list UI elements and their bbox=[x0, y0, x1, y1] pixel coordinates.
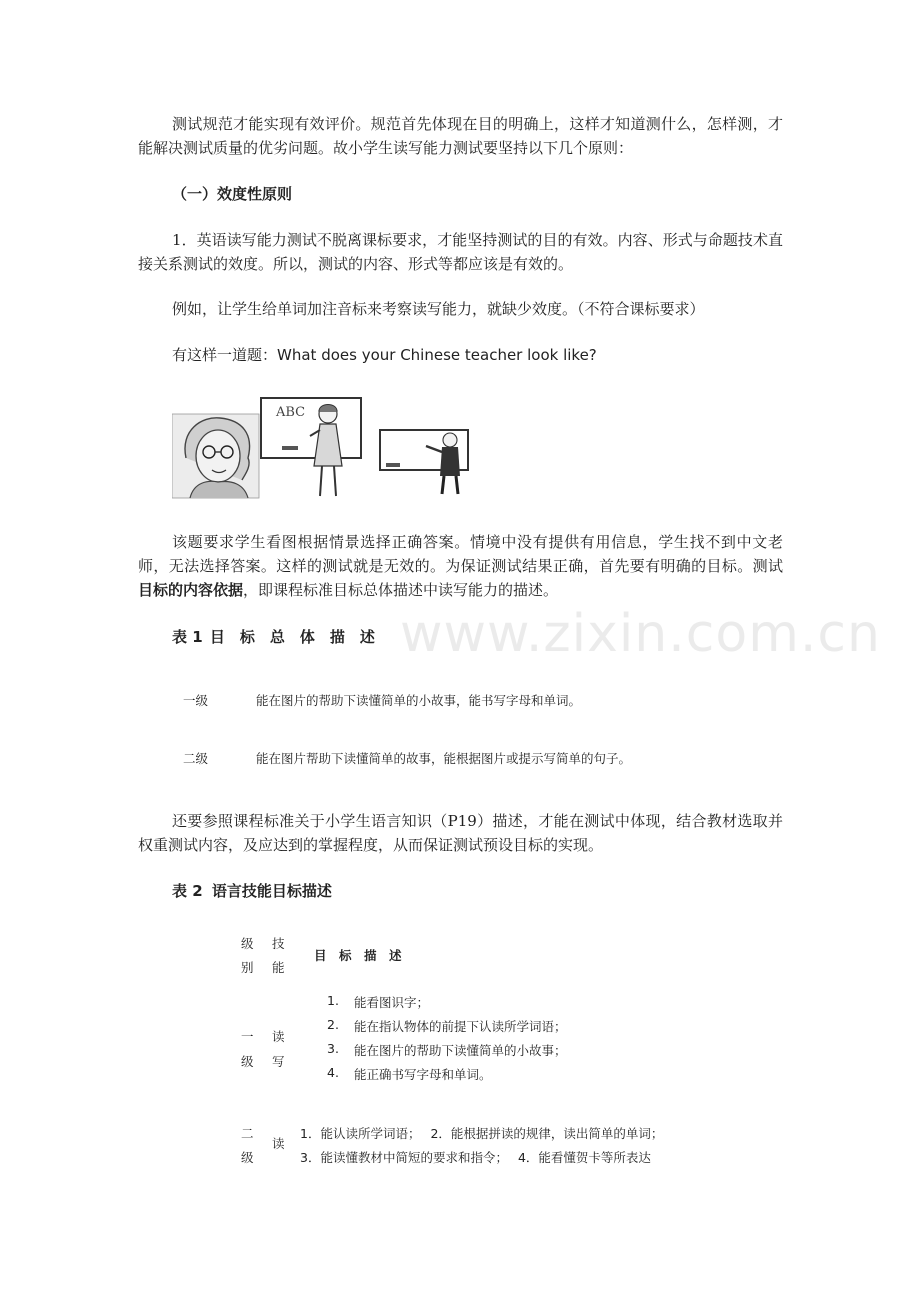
table1-heading: 目 标 总 体 描 述 bbox=[209, 628, 375, 646]
t2-row1-item2-num: 2. bbox=[327, 1017, 339, 1032]
t2-row1-level-top: 一 bbox=[241, 1029, 254, 1044]
table1-row1-level: 一级 bbox=[183, 693, 209, 708]
teacher-illustration-svg bbox=[172, 390, 472, 502]
t2-row2-level-top: 二 bbox=[241, 1126, 254, 1141]
glasses-teacher-portrait bbox=[172, 414, 259, 498]
t2-row1-item3-text: 能在图片的帮助下读懂简单的小故事； bbox=[354, 1043, 567, 1058]
intro-paragraph: 测试规范才能实现有效评价。规范首先体现在目的明确上，这样才知道测什么，怎样测，才能解决测试质量的优劣问题。故小学生读写能力测试要坚持以下几个原则： bbox=[138, 115, 783, 157]
table2-heading: 语言技能目标描述 bbox=[211, 882, 332, 900]
analysis-paragraph bbox=[138, 530, 783, 602]
t2-header-goal: 目 标 描 述 bbox=[314, 948, 402, 963]
t2-row2-num-2: 2． bbox=[430, 1126, 451, 1141]
t2-row1-skill-bottom: 写 bbox=[272, 1054, 285, 1069]
analysis-text-part1: 该题要求学生看图根据情景选择正确答案。情境中没有提供有用信息，学生找不到中文老师，无法选择答案。这样的测试就是无效的。为保证测试结果正确，首先要有明确的目标。测试 bbox=[138, 533, 783, 575]
t2-row1-item4-text: 能正确书写字母和单词。 bbox=[354, 1067, 492, 1082]
t2-row1-level-bottom: 级 bbox=[241, 1054, 254, 1069]
t2-row2-line1 bbox=[300, 1124, 663, 1142]
table1-row1-desc: 能在图片的帮助下读懂简单的小故事，能书写字母和单词。 bbox=[256, 693, 582, 708]
t2-row2-num-3: 3． bbox=[300, 1150, 321, 1165]
example-line: 例如，让学生给单词加注音标来考察读写能力，就缺少效度。（不符合课标要求） bbox=[172, 300, 705, 318]
teacher-illustration bbox=[172, 390, 472, 502]
table1-title bbox=[172, 625, 375, 649]
t2-row2-skill: 读 bbox=[272, 1136, 285, 1151]
question-prefix: 有这样一道题： bbox=[172, 346, 278, 364]
table1-number: 1 bbox=[192, 628, 203, 646]
abc-chalkboard bbox=[261, 398, 361, 458]
analysis-bold-text: 目标的内容依据 bbox=[138, 581, 244, 599]
reference-paragraph: 还要参照课程标准关于小学生语言知识（P19）描述，才能在测试中体现，结合教材选取并权重测试内容，及应达到的掌握程度，从而保证测试预设目标的实现。 bbox=[138, 812, 783, 854]
point-1-paragraph: 1．英语读写能力测试不脱离课标要求，才能坚持测试的目的有效。内容、形式与命题技术直接关系测试的效度。所以，测试的内容、形式等都应该是有效的。 bbox=[138, 231, 783, 273]
t2-row1-item1-num: 1. bbox=[327, 993, 339, 1008]
t2-row2-num-4: 4． bbox=[517, 1150, 539, 1165]
section-heading-validity: （一）效度性原则 bbox=[172, 185, 293, 203]
t2-row2-level-bottom: 级 bbox=[241, 1150, 254, 1165]
t2-header-skill-top: 技 bbox=[272, 936, 285, 951]
t2-row1-item4-num: 4. bbox=[327, 1065, 339, 1080]
watermark: www.zixin.com.cn bbox=[400, 604, 881, 664]
table1-row2-desc: 能在图片帮助下读懂简单的故事，能根据图片或提示写简单的句子。 bbox=[256, 751, 632, 766]
question-english: What does your Chinese teacher look like? bbox=[277, 346, 597, 364]
t2-header-skill-bottom: 能 bbox=[272, 960, 285, 975]
t2-row2-num-1: 1． bbox=[300, 1126, 321, 1141]
t2-row1-item1-text: 能看图识字； bbox=[354, 995, 430, 1010]
t2-header-level-top: 级 bbox=[241, 936, 254, 951]
t2-row1-skill-top: 读 bbox=[272, 1029, 285, 1044]
t2-row1-item3-num: 3. bbox=[327, 1041, 339, 1056]
table2-label: 表 bbox=[172, 882, 188, 900]
table1-label: 表 bbox=[172, 628, 188, 646]
question-line bbox=[172, 343, 597, 367]
table1-row2-level: 二级 bbox=[183, 751, 209, 766]
t2-row1-item2-text: 能在指认物体的前提下认读所学词语； bbox=[354, 1019, 567, 1034]
analysis-text-part2: ，即课程标准目标总体描述中读写能力的描述。 bbox=[243, 581, 559, 599]
table2-number: 2 bbox=[192, 882, 203, 900]
t2-header-level-bottom: 别 bbox=[241, 960, 254, 975]
t2-row2-text-1: 能认读所学词语； bbox=[320, 1126, 421, 1141]
board-text: ABC bbox=[276, 405, 306, 420]
table2-title bbox=[172, 879, 332, 903]
t2-row2-text-3: 能读懂教材中简短的要求和指令； bbox=[320, 1150, 508, 1165]
t2-row2-line2 bbox=[300, 1148, 651, 1166]
t2-row2-text-4: 能看懂贺卡等所表达 bbox=[538, 1150, 651, 1165]
t2-row2-text-2: 能根据拼读的规律，读出简单的单词； bbox=[450, 1126, 664, 1141]
